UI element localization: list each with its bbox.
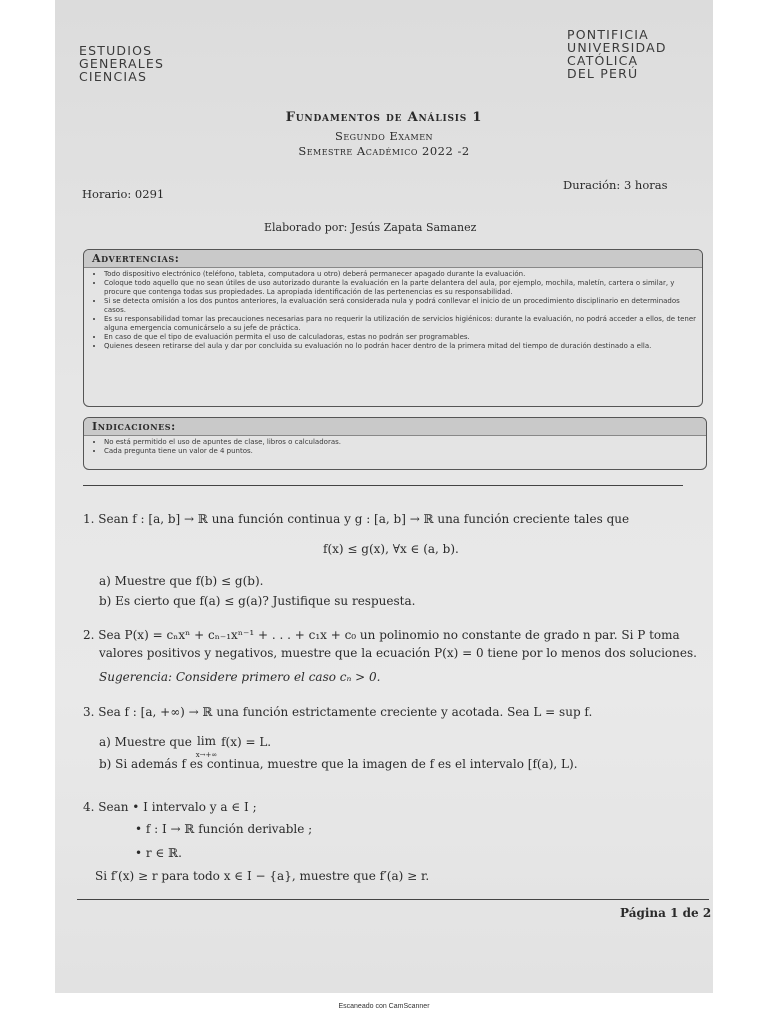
question-3-part-a (99, 735, 271, 759)
duration-label: Duración: 3 horas (563, 178, 668, 192)
exam-subtitle: Segundo Examen (334, 129, 434, 143)
question-3-part-a-suffix: f(x) = L. (217, 735, 272, 749)
page-number: Página 1 de 2 (620, 906, 712, 920)
indications-heading: Indicaciones: (84, 418, 706, 436)
indications-list (84, 438, 706, 456)
logo-right-line-2: UNIVERSIDAD (567, 40, 667, 55)
limit-expression (196, 735, 218, 759)
indications-box (83, 417, 707, 470)
question-2-line-2: valores positivos y negativos, muestre que la ecuación P(x) = 0 tiene por lo menos dos soluciones. (99, 646, 697, 660)
course-title: Fundamentos de Análisis 1 (285, 110, 483, 125)
question-3-part-a-prefix: a) Muestre que (99, 735, 196, 749)
question-4-intro: 4. Sean • I intervalo y a ∈ I ; (83, 800, 257, 814)
question-3-part-b: b) Si además f es continua, muestre que la imagen de f es el intervalo [f(a), L). (99, 757, 578, 771)
logo-left-line-2: GENERALES (79, 56, 165, 71)
question-1-formula: f(x) ≤ g(x), ∀x ∈ (a, b). (323, 542, 459, 556)
estudios-generales-logo (79, 44, 164, 83)
indication-item: • No está permitido el uso de apuntes de clase, libros o calculadoras. (104, 438, 706, 447)
warning-item: • Es su responsabilidad tomar las precauciones necesarias para no requerir la utilización de servicios higiénicos: durante la evaluación, no podrá acceder a ellos, de tener alguna emergencia comunicárselo a su jefe de práctica. (104, 315, 702, 333)
scanner-watermark: Escaneado con CamScanner (338, 1003, 430, 1010)
question-1-part-a: a) Muestre que f(b) ≤ g(b). (99, 574, 264, 588)
limit-subscript: x→+∞ (195, 751, 218, 759)
question-1-intro: 1. Sean f : [a, b] → ℝ una función continua y g : [a, b] → ℝ una función creciente tales que (83, 512, 630, 526)
logo-left-line-1: ESTUDIOS (79, 43, 153, 58)
indication-item: • Cada pregunta tiene un valor de 4 puntos. (104, 447, 706, 456)
pucp-logo (567, 28, 667, 80)
warning-item: • En caso de que el tipo de evaluación permita el uso de calculadoras, estas no podrán ser programables. (104, 333, 702, 342)
warnings-heading: Advertencias: (84, 250, 702, 268)
question-2-hint: Sugerencia: Considere primero el caso cₙ > 0. (99, 670, 381, 684)
logo-right-line-3: CATÓLICA (567, 53, 639, 68)
question-4-conclusion: Si f′(x) ≥ r para todo x ∈ I − {a}, muestre que f′(a) ≥ r. (95, 869, 430, 883)
author-label: Elaborado por: Jesús Zapata Samanez (264, 221, 477, 234)
schedule-label: Horario: 0291 (82, 187, 165, 201)
question-4-bullet-3: • r ∈ ℝ. (135, 846, 182, 860)
section-divider (83, 485, 683, 486)
limit-symbol: lim (196, 734, 217, 748)
logo-right-line-4: DEL PERÚ (567, 66, 639, 81)
question-1-part-b: b) Es cierto que f(a) ≤ g(a)? Justifique su respuesta. (99, 594, 416, 608)
warning-item: • Todo dispositivo electrónico (teléfono, tableta, computadora u otro) deberá permanecer apagado durante la evaluación. (104, 270, 702, 279)
warnings-box (83, 249, 703, 407)
warnings-list (84, 270, 702, 351)
question-4-bullet-2: • f : I → ℝ función derivable ; (135, 822, 313, 836)
warning-item: • Si se detecta omisión a los dos puntos anteriores, la evaluación será considerada nula y podrá conllevar el inicio de un procedimiento disciplinario en determinados casos. (104, 297, 702, 315)
exam-page (55, 0, 713, 993)
semester-label: Semestre Académico 2022 -2 (298, 144, 470, 158)
logo-left-line-3: CIENCIAS (79, 69, 148, 84)
logo-right-line-1: PONTIFICIA (567, 27, 649, 42)
question-3-intro: 3. Sea f : [a, +∞) → ℝ una función estrictamente creciente y acotada. Sea L = sup f. (83, 705, 593, 719)
warning-item: • Quienes deseen retirarse del aula y dar por concluida su evaluación no lo podrán hacer dentro de la primera mitad del tiempo de duración destinado a ella. (104, 342, 702, 351)
footer-divider (77, 899, 709, 900)
warning-item: • Coloque todo aquello que no sean útiles de uso autorizado durante la evaluación en la parte delantera del aula, por ejemplo, mochila, maletín, cartera o similar, y procure que contenga todas sus propiedades. La apropiada identificación de las pertenencias es su responsabilidad. (104, 279, 702, 297)
question-2-line-1: 2. Sea P(x) = cₙxⁿ + cₙ₋₁xⁿ⁻¹ + . . . + c₁x + c₀ un polinomio no constante de grado n par. Si P toma (83, 628, 680, 642)
